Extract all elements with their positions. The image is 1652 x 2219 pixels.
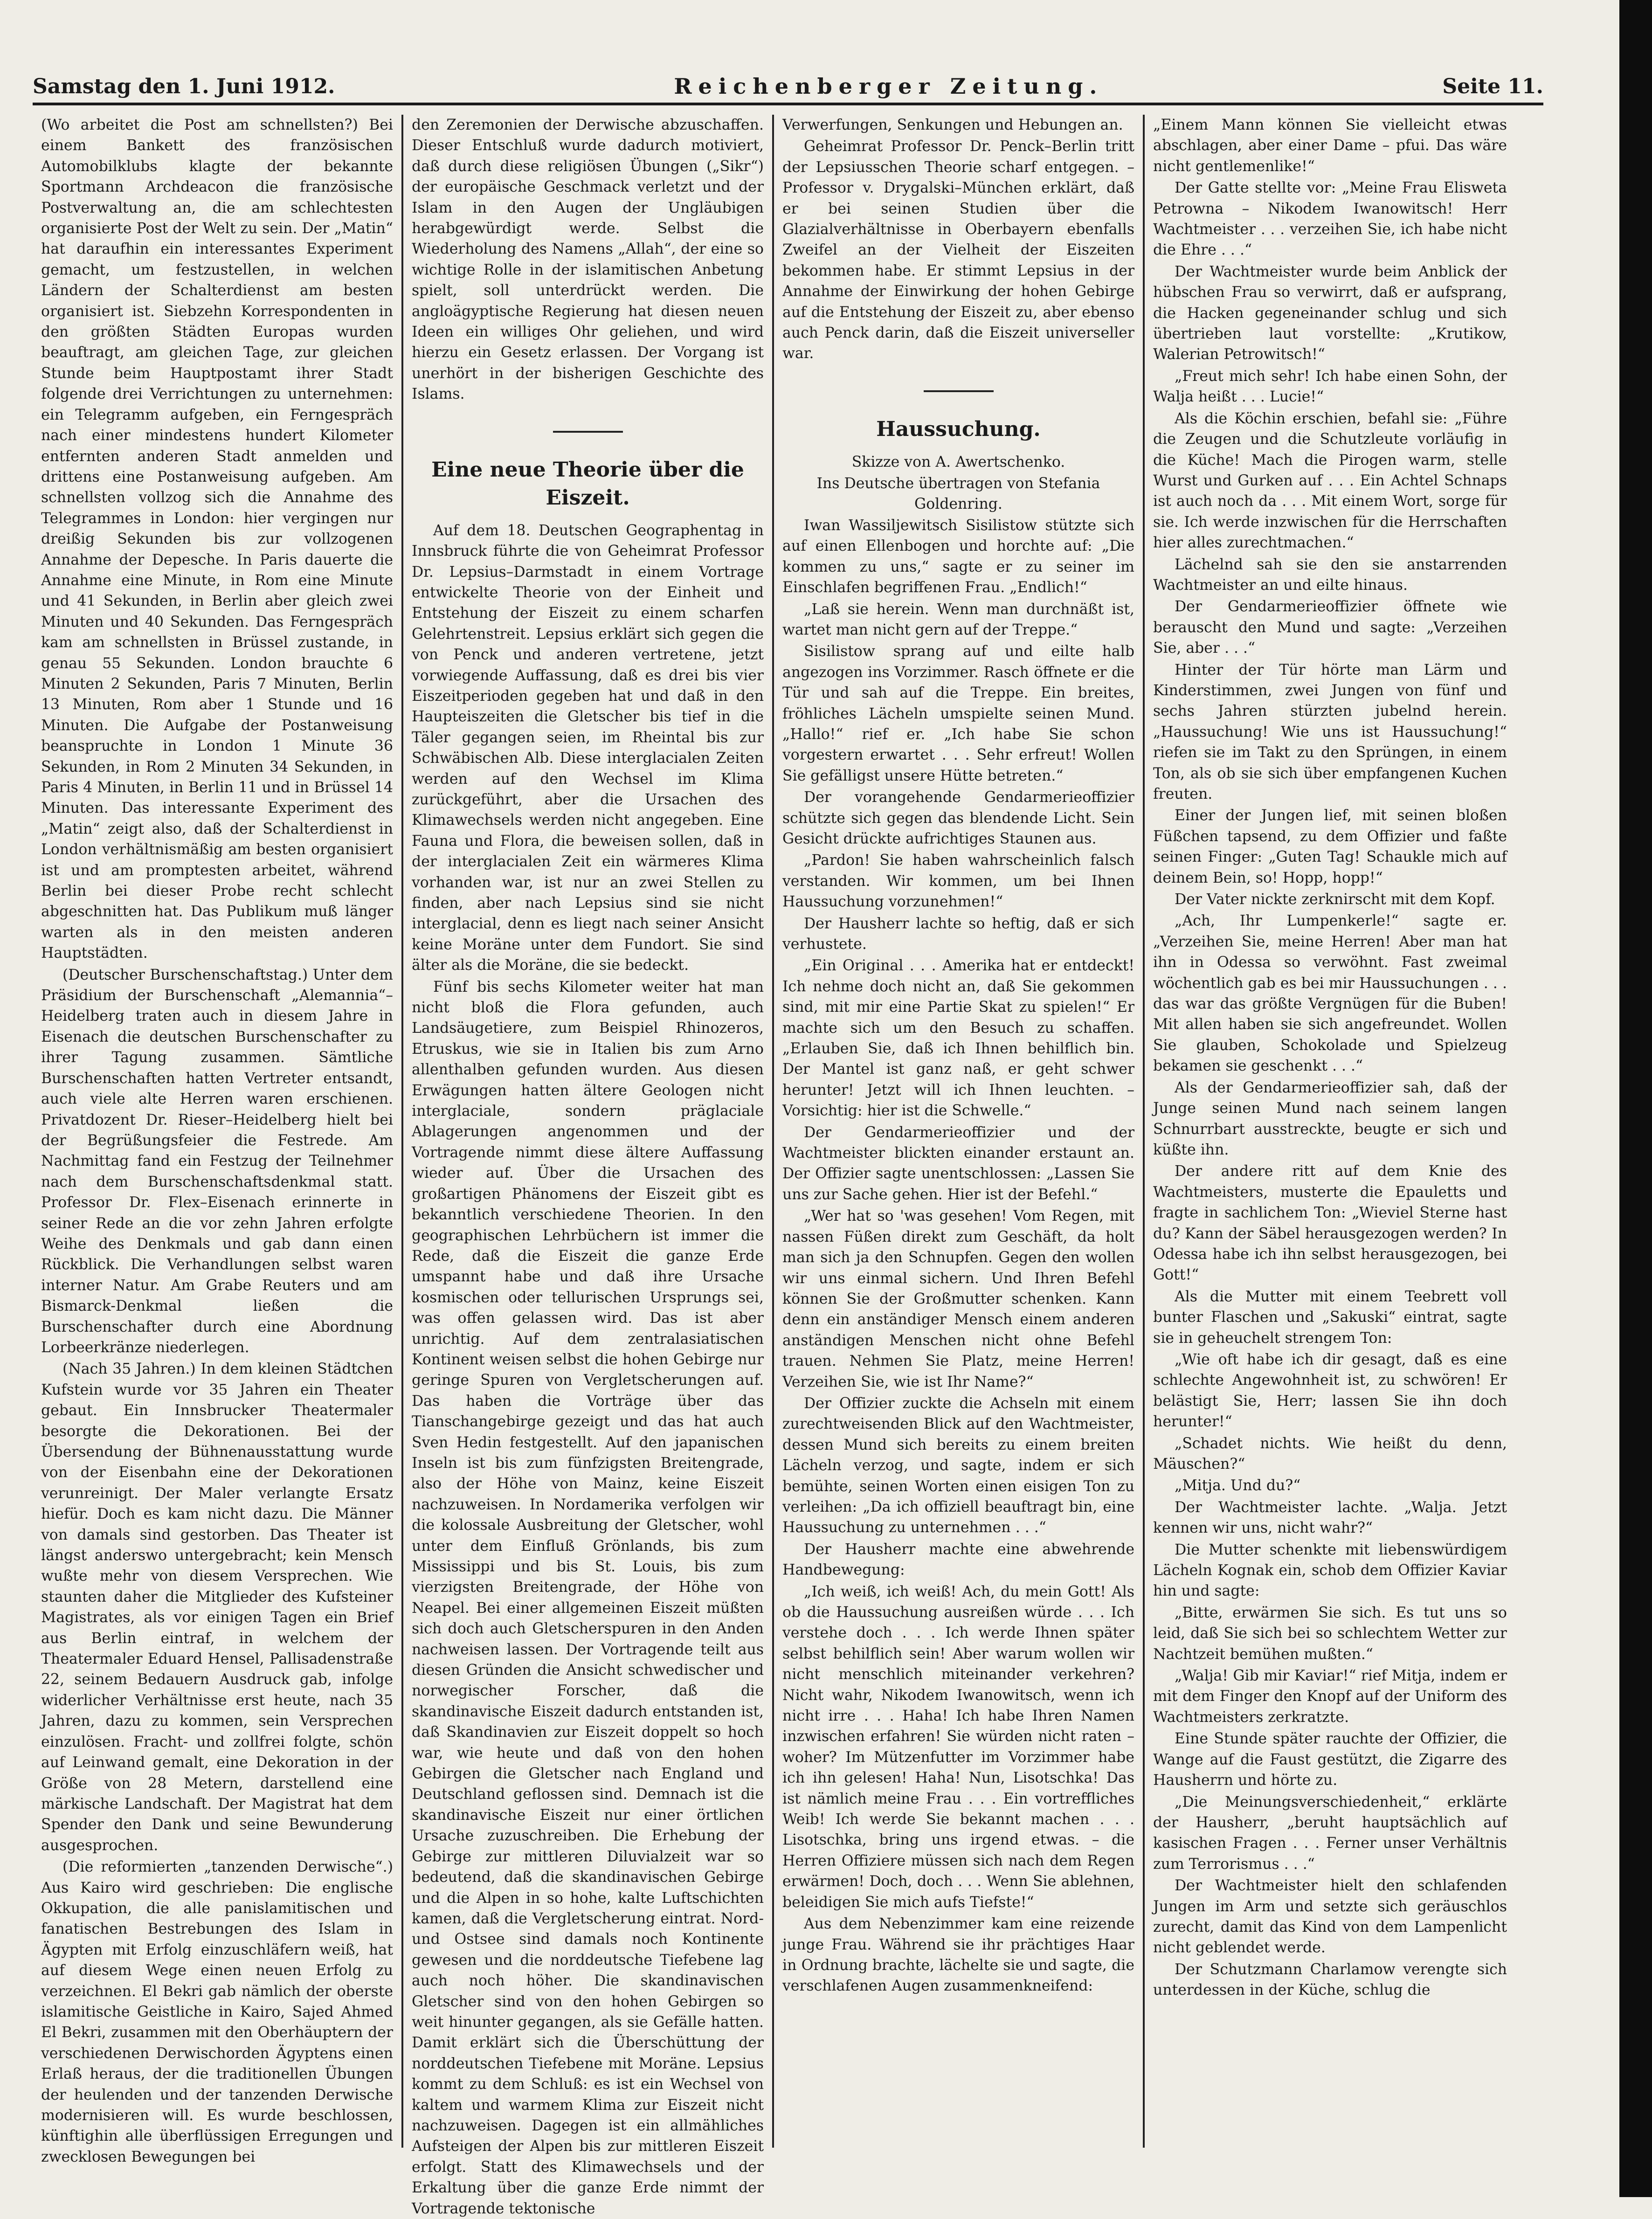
story-paragraph: Der Schutzmann Charlamow verengte sich unterdessen in der Küche, schlug die [1153, 1961, 1507, 1999]
story-paragraph: „Die Meinungsverschiedenheit,“ erklärte der Hausherr, „beruht hauptsächlich auf kasischen Fragen . . . Ferner unser Verhältnis zum Terrorismus . . .“ [1153, 1793, 1507, 1873]
running-header [33, 70, 1543, 105]
story-paragraph: Sisilistow sprang auf und eilte halb angezogen ins Vorzimmer. Rasch öffnete er die Tür und sah auf die Treppe. Ein breites, fröhliches Lächeln umspielte seinen Mund. „Hallo!“ rief er. „Ich habe Sie schon vorgestern erwartet . . . Sehr erfreut! Wollen Sie gefälligst unsere Hütte betreten.“ [782, 643, 1134, 784]
story-paragraph: Der Hausherr machte eine abwehrende Handbewegung: [782, 1541, 1134, 1579]
columns [33, 115, 1543, 2217]
story-paragraph: Die Mutter schenkte mit liebenswürdigem Lächeln Kognak ein, schob dem Offizier Kaviar hin und sagte: [1153, 1541, 1507, 1600]
story-paragraph: Eine Stunde später rauchte der Offizier, die Wange auf die Faust gestützt, die Zigarre des Hausherrn und hörte zu. [1153, 1730, 1507, 1789]
story-paragraph: Der Wachtmeister hielt den schlafenden Jungen im Arm und setzte sich geräuschlos zurecht, damit das Kind von dem Lampenlicht nicht geblendet werde. [1153, 1877, 1507, 1956]
story-paragraph: Einer der Jungen lief, mit seinen bloßen Füßchen tapsend, zu dem Offizier und faßte seinen Finger: „Guten Tag! Schaukle mich auf deinem Bein, so! Hopp, hopp!“ [1153, 807, 1507, 886]
newspaper-page [33, 70, 1543, 2217]
article-derwische: (Die reformierten „tanzenden Derwische“.) Aus Kairo wird geschrieben: Die englische Okkupation, die alle panislamitischen und fanatischen Bestrebungen des Islam in Ägypten mit Erfolg einzuschläfern weiß, hat auf diesem Wege einen neuen Erfolg zu verzeichnen. El Bekri gab nämlich der oberste islamitische Geistliche in Kairo, Sajed Ahmed El Bekri, zusammen mit den Oberhäuptern der verschiedenen Derwischorden Ägyptens einen Erlaß heraus, der die traditionellen Übungen der heulenden und der tanzenden Derwische modernisieren will. Es wurde beschlossen, künftighin alle überflüssigen Erregungen und zwecklosen Bewegungen bei [41, 1859, 393, 2165]
page-number: Seite 11. [1442, 74, 1543, 98]
story-paragraph: „Ich weiß, ich weiß! Ach, du mein Gott! Als ob die Haussuchung ausreißen würde . . . Ich verstehe doch . . . Ich werde Ihnen später selbst behilflich sein! Aber warum wollen wir nicht menschlich miteinander verkehren? Nicht wahr, Nikodem Iwanowitsch, wenn ich nicht irre . . . Haha! Ich habe Ihren Namen inzwischen erfahren! Sie würden nicht raten – woher? Im Mützenfutter im Vorzimmer habe ich ihn gelesen! Haha! Nun, Lisotschka! Das ist nämlich meine Frau . . . Ein vortreffliches Weib! Ich werde Sie bekannt machen . . . Lisotschka, bring uns irgend etwas. – die Herren Offiziere müssen sich nach dem Regen erwärmen! Doch, doch . . . Wenn Sie ablehnen, beleidigen Sie mich aufs Tiefste!“ [782, 1583, 1134, 1911]
story-paragraph: Als die Köchin erschien, befahl sie: „Führe die Zeugen und die Schutzleute vorläufig in die Küche! Mach die Pirogen warm, stelle Wurst und Gurken auf . . . Ein Achtel Schnaps ist auch noch da . . . Mit einem Wort, sorge für sie. Ich werde inzwischen für die Herrschaften hier alles zurechtmachen.“ [1153, 410, 1507, 552]
story-paragraph: Der Wachtmeister wurde beim Anblick der hübschen Frau so verwirrt, daß er aufsprang, die Hacken gegeneinander schlug und sich übertrieben laut vorstellte: „Krutikow, Walerian Petrowitsch!“ [1153, 263, 1507, 363]
story-paragraph: „Schadet nichts. Wie heißt du denn, Mäuschen?“ [1153, 1435, 1507, 1472]
story-paragraph: Hinter der Tür hörte man Lärm und Kinderstimmen, zwei Jungen von fünf und sechs Jahren stürzten jubelnd herein. „Haussuchung! Wie uns ist Haussuchung!“ riefen sie im Takt zu den Sprüngen, in einem Ton, als ob sie sich über empfangenen Kuchen freuten. [1153, 661, 1507, 802]
story-paragraph: „Laß sie herein. Wenn man durchnäßt ist, wartet man nicht gern auf der Treppe.“ [782, 601, 1134, 638]
column-3 [774, 115, 1145, 2148]
masthead-title: Reichenberger Zeitung. [674, 74, 1104, 99]
column-4 [1145, 115, 1515, 2148]
article-kufstein: (Nach 35 Jahren.) In dem kleinen Städtchen Kufstein wurde vor 35 Jahren ein Theater gebaut. Ein Innsbrucker Theatermaler besorgte die Dekorationen. Bei der Übersendung der Bühnenausstattung wurde von der Eisenbahn eine der Dekorationen verunreinigt. Der Maler verlangte Ersatz hiefür. Doch es kam nicht dazu. Die Männer von damals sind gestorben. Das Theater ist längst anderswo untergebracht; kein Mensch wußte mehr von diesem Versprechen. Wie staunten daher die Mitglieder des Kufsteiner Magistrates, als vor einigen Tagen ein Brief aus Berlin eintraf, in welchem der Theatermaler Eduard Hensel, Pallisadenstraße 22, seinem Bedauern Ausdruck gab, infolge widerlicher Verhältnisse erst heute, nach 35 Jahren, dazu zu kommen, sein Versprechen einzulösen. Fracht- und zollfrei folgte, schön auf Leinwand gemalt, eine Dekoration in der Größe von 28 Metern, darstellend eine märkische Landschaft. Der Magistrat hat dem Spender den Dank und seine Bewunderung ausgesprochen. [41, 1361, 393, 1854]
story-paragraph: „Pardon! Sie haben wahrscheinlich falsch verstanden. Wir kommen, um bei Ihnen Haussuchung vorzunehmen!“ [782, 852, 1134, 911]
story-paragraph: Der andere ritt auf dem Knie des Wachtmeisters, musterte die Epauletts und fragte in sachlichem Ton: „Wieviel Sterne hast du? Kann der Säbel herausgezogen werden? In Odessa habe ich ihn selbst herausgezogen, bei Gott!“ [1153, 1163, 1507, 1284]
eiszeit-cont: Verwerfungen, Senkungen und Hebungen an. [782, 117, 1123, 133]
issue-date: Samstag den 1. Juni 1912. [33, 74, 335, 98]
column-2 [403, 115, 774, 2217]
story-paragraph: Lächelnd sah sie den sie anstarrenden Wachtmeister an und eilte hinaus. [1153, 556, 1507, 594]
story-paragraph: „Einem Mann können Sie vielleicht etwas abschlagen, aber einer Dame – pfui. Das wäre nicht gentlemenlike!“ [1153, 117, 1507, 175]
column-1 [33, 115, 403, 2165]
story-paragraph: „Wer hat so 'was gesehen! Vom Regen, mit nassen Füßen direkt zum Geschäft, da holt man sich ja den Schnupfen. Gegen den wollen wir uns einmal sichern. Und Ihren Befehl können Sie der Großmutter schenken. Kann denn ein anständiger Mensch einem anderen anständigen Menschen nicht ohne Befehl trauen. Nehmen Sie Platz, meine Herren! Verzeihen Sie, wie ist Ihr Name?“ [782, 1208, 1134, 1390]
eiszeit-penck: Geheimrat Professor Dr. Penck–Berlin tritt der Lepsiusschen Theorie scharf entgegen. – Professor v. Drygalski–München erklärt, daß er bei seinen Studien über die Glazialverhältnisse in Oberbayern ebenfalls Zweifel an der Vielheit der Eiszeiten bekommen habe. Er stimmt Lepsius in der Annahme der Einwirkung der hohen Gebirge auf die Entstehung der Eiszeit zu, aber ebenso auch Penck darin, daß die Eiszeit universeller war. [782, 138, 1134, 362]
story-paragraph: Der Hausherr lachte so heftig, daß er sich verhustete. [782, 915, 1134, 953]
story-paragraph: Aus dem Nebenzimmer kam eine reizende junge Frau. Während sie ihr prächtiges Haar in Ordnung brachte, lächelte sie und sagte, die verschlafenen Augen zusammenkneifend: [782, 1915, 1134, 1995]
story-paragraph: Iwan Wassiljewitsch Sisilistow stützte sich auf einen Ellenbogen und horchte auf: „Die kommen zu uns,“ sagte er zu seiner im Einschlafen begriffenen Frau. „Endlich!“ [782, 517, 1134, 596]
haussuchung-heading: Haussuchung. [876, 417, 1041, 441]
story-paragraph: Der Offizier zuckte die Achseln mit einem zurechtweisenden Blick auf den Wachtmeister, dessen Mund sich bereits zu einem breiten Lächeln verzog, und sagte, indem er sich bemühte, seinen Worten einen eisigen Ton zu verleihen: „Da ich offiziell beauftragt bin, eine Haussuchung zu unternehmen . . .“ [782, 1395, 1134, 1536]
story-paragraph: „Freut mich sehr! Ich habe einen Sohn, der Walja heißt . . . Lucie!“ [1153, 367, 1507, 406]
story-paragraph: Als die Mutter mit einem Teebrett voll bunter Flaschen und „Sakuski“ eintrat, sagte sie in geheuchelt strengem Ton: [1153, 1288, 1507, 1347]
section-divider [553, 431, 623, 433]
story-paragraph: „Mitja. Und du?“ [1175, 1477, 1301, 1494]
eiszeit-paragraph: Fünf bis sechs Kilometer weiter hat man nicht bloß die Flora gefunden, auch Landsäugetiere, zum Beispiel Rhinozeros, Etruskus, wie sie in Italien bis zum Arno allenthalben gefunden wurden. Aus diesen Erwägungen hatten ältere Geologen nicht interglaciale, sondern präglaciale Ablagerungen angenommen und der Vortragende nimmt diese ältere Auffassung wieder auf. Über die Ursachen des großartigen Phänomens der Eiszeit gibt es bekanntlich verschiedene Theorien. In den geographischen Lehrbüchern ist immer die Rede, daß die Eiszeit die ganze Erde umspannt habe und daß ihre Ursache kosmischen oder tellurischen Ursprungs sei, was offen gelassen wird. Das ist aber unrichtig. Auf dem zentralasiatischen Kontinent weisen selbst die hohen Gebirge nur geringe Spuren von Vergletscherungen auf. Das haben die Vorträge über das Tianschangebirge gezeigt und das hat auch Sven Hedin festgestellt. Auf den japanischen Inseln ist bis zum fünfzigsten Breitengrade, also der Höhe von Mainz, keine Eiszeit nachzuweisen. In Nordamerika verfolgen wir die kolossale Ausbreitung der Gletscher, wohl unter dem Einfluß Grönlands, bis zum Mississippi und bis St. Louis, bis zum vierzigsten Breitengrade, der Höhe von Neapel. Bei einer allgemeinen Eiszeit müßten sich doch auch Gletscherspuren in den Anden nachweisen lassen. Der Vortragende teilt aus diesen Gründen die Ansicht schwedischer und norwegischer Forscher, daß die skandinavische Eiszeit dadurch entstanden ist, daß Skandinavien zur Eiszeit doppelt so hoch war, wie heute und daß von den hohen Gebirgen die Gletscher nach England und Deutschland geflossen sind. Demnach ist die skandinavische Eiszeit nur einer örtlichen Ursache zuzuschreiben. Die Erhebung der Gebirge zur mittleren Diluvialzeit war so bedeutend, daß die skandinavischen Gebirge und die Alpen in so hohe, kalte Luftschichten kamen, daß die Vergletscherung eintrat. Nord- und Ostsee sind damals noch Kontinente gewesen und die norddeutsche Tiefebene lag auch noch höher. Die skandinavischen Gletscher sind von den hohen Gebirgen so weit hinunter gegangen, als sie Gefälle hatten. Damit erklärt sich die Überschüttung der norddeutschen Tiefebene mit Moräne. Lepsius kommt zu dem Schluß: es ist ein Wechsel von kaltem und warmem Klima zur Eiszeit nicht nachzuweisen. Dagegen ist ein allmähliches Aufsteigen der Alpen bis zur mittleren Eiszeit erfolgt. Statt des Klimawechsels und der Erkaltung über die ganze Erde nimmt der Vortragende tektonische [412, 978, 764, 2217]
translator-line: Ins Deutsche übertragen von Stefania Goldenring. [816, 475, 1100, 512]
story-paragraph: „Ach, Ihr Lumpenkerle!“ sagte er. „Verzeihen Sie, meine Herren! Aber man hat ihn in Odessa so verwöhnt. Fast zweimal wöchentlich gab es bei mir Haussuchungen . . . das war das größte Vergnügen für die Buben! Mit allen haben sie sich angefreundet. Wollen Sie glauben, Schokolade und Spielzeug bekamen sie geschenkt . . .“ [1153, 912, 1507, 1075]
story-paragraph: Der Wachtmeister lachte. „Walja. Jetzt kennen wir uns, nicht wahr?“ [1153, 1499, 1507, 1537]
story-paragraph: Der Vater nickte zerknirscht mit dem Kopf. [1175, 891, 1495, 908]
article-derwische-cont: den Zeremonien der Derwische abzuschaffen. Dieser Entschluß wurde dadurch motiviert, daß durch diese religiösen Übungen („Sikr“) der europäische Geschmack verletzt und der Islam in den Augen der Ungläubigen herabgewürdigt werde. Selbst die Wiederholung des Namens „Allah“, der eine so wichtige Rolle in der islamitischen Anbetung spielt, soll unterdrückt werden. Die angloägyptische Regierung hat diesen neuen Ideen ein williges Ohr geliehen, und wird hierzu ein Gesetz erlassen. Der Vorgang ist unerhört in der bisherigen Geschichte des Islams. [412, 117, 764, 403]
article-post: (Wo arbeitet die Post am schnellsten?) Bei einem Bankett des französischen Automobilklubs klagte der bekannte Sportmann Archdeacon die französische Postverwaltung an, die am schlechtesten organisierte Post der Welt zu sein. Der „Matin“ hat daraufhin ein interessantes Experiment gemacht, um festzustellen, in welchen Ländern der Schalterdienst am besten organisiert ist. Siebzehn Korrespondenten in den größten Städten Europas wurden beauftragt, am gleichen Tage, zur gleichen Stunde beim Hauptpostamt ihrer Stadt folgende drei Verrichtungen zu unternehmen: ein Telegramm aufgeben, ein Ferngespräch nach einer mindestens hundert Kilometer entfernten anderen Stadt anmelden und drittens eine Postanweisung aufgeben. Am schnellsten vollzog sich die Annahme des Telegrammes in London: hier vergingen nur dreißig Sekunden bis zur vollzogenen Annahme der Depesche. In Paris dauerte die Annahme eine Minute, in Rom eine Minute und 41 Sekunden, in Berlin aber gleich zwei Minuten und 40 Sekunden. Das Ferngespräch kam am schnellsten in Brüssel zustande, in genau 55 Sekunden. London brauchte 6 Minuten 2 Sekunden, Paris 7 Minuten, Berlin 13 Minuten, Rom aber 1 Stunde und 16 Minuten. Die Aufgabe der Postanweisung beanspruchte in London 1 Minute 36 Sekunden, in Rom 2 Minuten 34 Sekunden, in Paris 4 Minuten, in Berlin 11 und in Brüssel 14 Minuten. Das interessante Experiment des „Matin“ zeigt also, daß der Schalterdienst in London verhältnismäßig am besten organisiert ist und am promptesten arbeitet, während Berlin bei dieser Probe recht schlecht abgeschnitten hat. Das Publikum muß länger warten als in den meisten anderen Hauptstädten. [41, 117, 393, 962]
story-paragraph: Der Gendarmerieoffizier öffnete wie berauscht den Mund und sagte: „Verzeihen Sie, aber . . .“ [1153, 598, 1507, 657]
section-divider [924, 390, 994, 392]
byline: Skizze von A. Awertschenko. [851, 453, 1065, 470]
story-paragraph: „Ein Original . . . Amerika hat er entdeckt! Ich nehme doch nicht an, daß Sie gekommen sind, mit mir eine Partie Skat zu spielen!“ Er machte sich um den Besuch zu schaffen. „Erlauben Sie, daß ich Ihnen behilflich bin. Der Mantel ist ganz naß, er geht schwer herunter! Jetzt will ich Ihnen leuchten. – Vorsichtig: hier ist die Schwelle.“ [782, 957, 1134, 1120]
eiszeit-heading: Eine neue Theorie über die Eiszeit. [431, 457, 744, 510]
story-paragraph: „Walja! Gib mir Kaviar!“ rief Mitja, indem er mit dem Finger den Knopf auf der Uniform des Wachtmeisters zerkratzte. [1153, 1667, 1507, 1726]
story-paragraph: Als der Gendarmerieoffizier sah, daß der Junge seinen Mund nach seinem langen Schnurrbart ausstreckte, beugte er sich und küßte ihn. [1153, 1079, 1507, 1158]
scan-border [1619, 0, 1652, 2197]
story-paragraph: „Bitte, erwärmen Sie sich. Es tut uns so leid, daß Sie sich bei so schlechtem Wetter zur Nachtzeit bemühen mußten.“ [1153, 1604, 1507, 1663]
eiszeit-paragraph: Auf dem 18. Deutschen Geographentag in Innsbruck führte die von Geheimrat Professor Dr. Lepsius–Darmstadt in einem Vortrage entwickelte Theorie von der Einheit und Entstehung der Eiszeit zu einem scharfen Gelehrtenstreit. Lepsius erklärt sich gegen die von Penck und anderen vertretene, jetzt vorwiegende Auffassung, daß es drei bis vier Eiszeitperioden gegeben hat und daß in den Haupteiszeiten die Gletscher bis tief in die Täler gegangen seien, im Rheintal bis zur Schwäbischen Alb. Diese interglacialen Zeiten werden auf den Wechsel im Klima zurückgeführt, aber die Ursachen des Klimawechsels werden nicht angegeben. Eine Fauna und Flora, die beweisen sollen, daß in der interglacialen Zeit ein wärmeres Klima vorhanden war, ist nur an zwei Stellen zu finden, aber nach Lepsius sind sie nicht interglacial, denn es liegt nach seiner Ansicht keine Moräne unter dem Fundort. Sie sind älter als die Moräne, die sie bedeckt. [412, 522, 764, 974]
story-paragraph: Der vorangehende Gendarmerieoffizier schützte sich gegen das blendende Licht. Sein Gesicht drückte aufrichtiges Staunen aus. [782, 789, 1134, 847]
story-paragraph: Der Gatte stellte vor: „Meine Frau Elisweta Petrowna – Nikodem Iwanowitsch! Herr Wachtmeister . . . verzeihen Sie, ich habe nicht die Ehre . . .“ [1153, 180, 1507, 259]
story-paragraph: Der Gendarmerieoffizier und der Wachtmeister blickten einander erstaunt an. Der Offizier sagte unentschlossen: „Lassen Sie uns zur Sache gehen. Hier ist der Befehl.“ [782, 1124, 1134, 1203]
story-paragraph: „Wie oft habe ich dir gesagt, daß es eine schlechte Angewohnheit ist, zu schwören! Er belästigt Sie, Herr; lassen Sie ihn doch herunter!“ [1153, 1351, 1507, 1431]
article-burschenschaft: (Deutscher Burschenschaftstag.) Unter dem Präsidium der Burschenschaft „Alemannia“–Heidelberg traten auch in diesem Jahre in Eisenach die deutschen Burschenschafter zu ihrer Tagung zusammen. Sämtliche Burschenschaften hatten Vertreter entsandt, auch viele alte Herren waren erschienen. Privatdozent Dr. Rieser–Heidelberg hielt bei der Begrüßungsfeier die Festrede. Am Nachmittag fand ein Festzug der Teilnehmer nach dem Burschenschaftsdenkmal statt. Professor Dr. Flex–Eisenach erinnerte in seiner Rede an die vor zehn Jahren erfolgte Weihe des Denkmals und gab dann einen Rückblick. Die Verhandlungen selbst waren interner Natur. Am Grabe Reuters und am Bismarck-Denkmal ließen die Burschenschafter durch eine Abordnung Lorbeerkränze niederlegen. [41, 966, 393, 1356]
